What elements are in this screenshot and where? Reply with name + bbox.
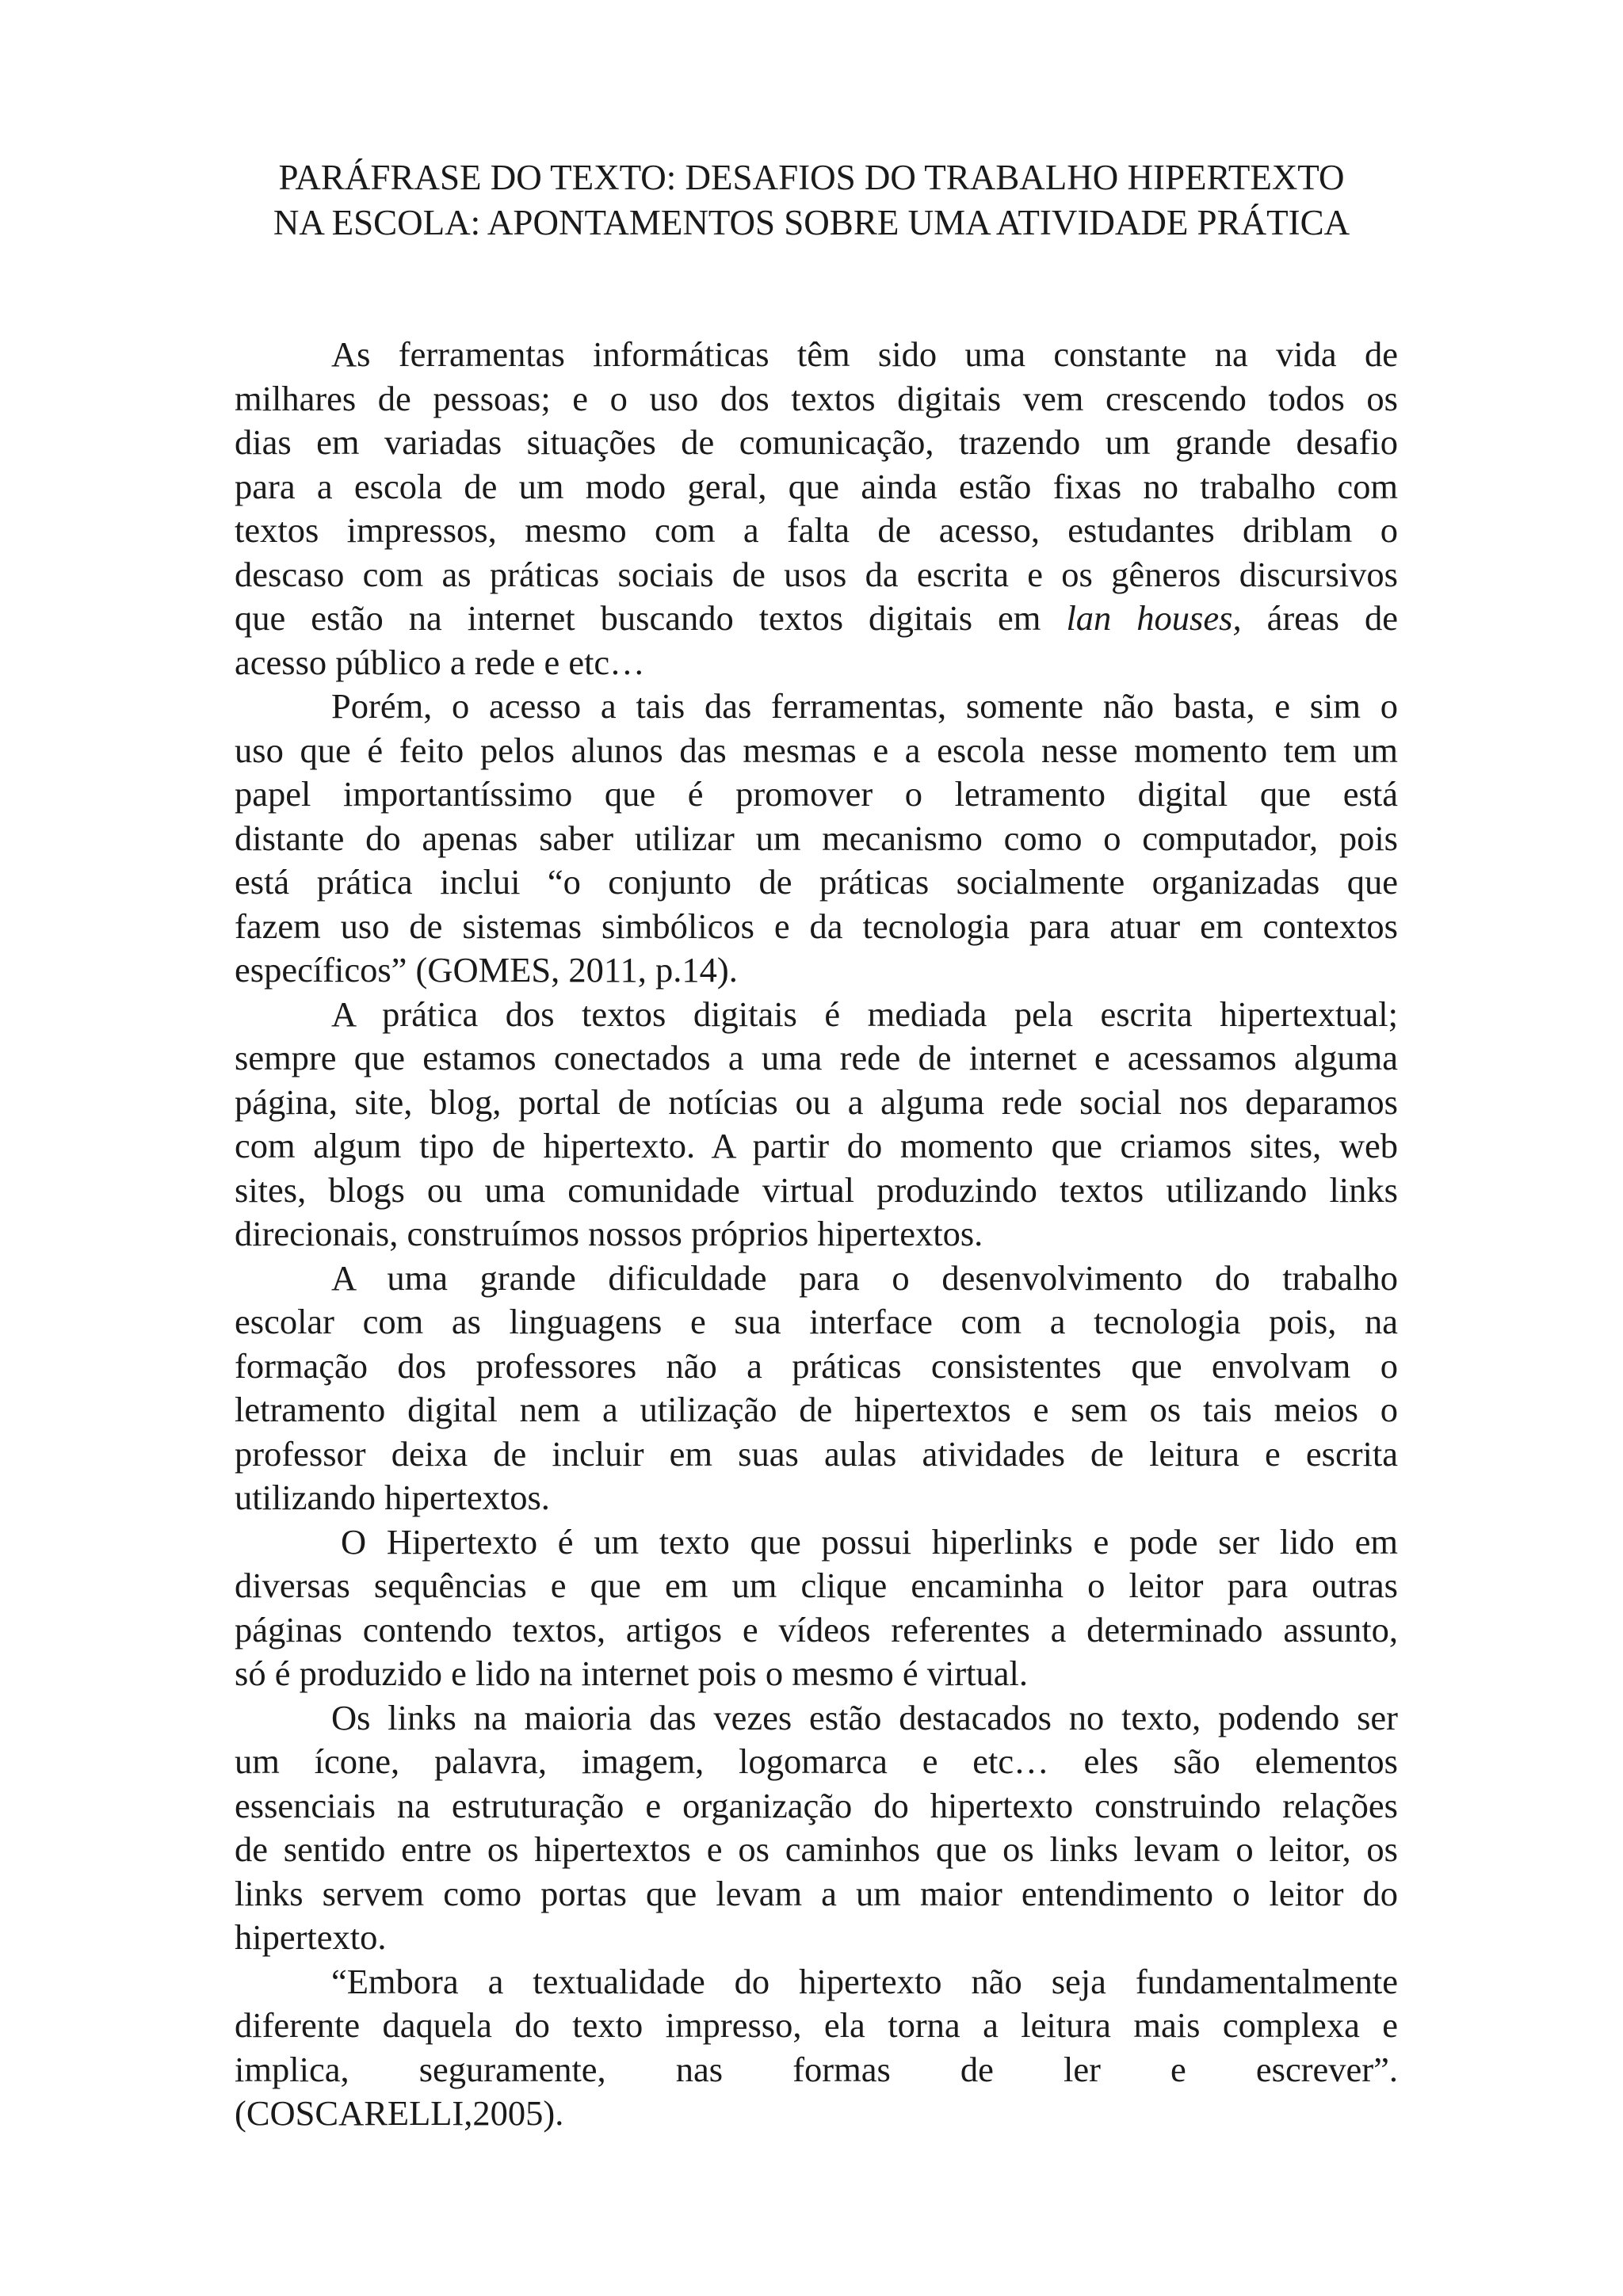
text-line: textos impressos, mesmo com a falta de acesso, estudantes driblam o [235, 510, 1398, 550]
paragraph-4 [235, 1257, 1398, 1520]
text-line: páginas contendo textos, artigos e vídeos referentes a determinado assunto, [235, 1609, 1398, 1650]
paragraph-3 [235, 993, 1398, 1257]
text-line: implica, seguramente, nas formas de ler e escrever”. [235, 2049, 1398, 2089]
text-line: específicos” (GOMES, 2011, p.14). [235, 950, 738, 990]
text-line: para a escola de um modo geral, que ainda estão fixas no trabalho com [235, 466, 1398, 506]
text-line: papel importantíssimo que é promover o letramento digital que está [235, 774, 1398, 814]
text-segment: áreas de [1266, 598, 1398, 638]
text-line: utilizando hipertextos. [235, 1478, 550, 1517]
paragraph-7-quote [235, 1960, 1398, 2136]
paragraph-6 [235, 1696, 1398, 1960]
text-line: hipertexto. [235, 1917, 387, 1957]
text-line: fazem uso de sistemas simbólicos e da tecnologia para atuar em contextos [235, 906, 1398, 946]
text-line: página, site, blog, portal de notícias ou a alguma rede social nos deparamos [235, 1081, 1398, 1122]
text-line: uso que é feito pelos alunos das mesmas e a escola nesse momento tem um [235, 730, 1398, 770]
text-line: Os links na maioria das vezes estão destacados no texto, podendo ser [331, 1697, 1398, 1737]
page-title [143, 155, 1480, 246]
text-line: dias em variadas situações de comunicação, trazendo um grande desafio [235, 422, 1398, 462]
text-line: um ícone, palavra, imagem, logomarca e etc… eles são elementos [235, 1741, 1398, 1781]
text-line: diversas sequências e que em um clique encaminha o leitor para outras [235, 1566, 1398, 1605]
text-line: A prática dos textos digitais é mediada pela escrita hipertextual; [331, 994, 1398, 1034]
text-line: escolar com as linguagens e sua interface com a tecnologia pois, na [235, 1302, 1398, 1341]
text-line: Porém, o acesso a tais das ferramentas, somente não basta, e sim o [331, 686, 1398, 726]
text-line: descaso com as práticas sociais de usos da escrita e os gêneros discursivos [235, 554, 1398, 594]
text-segment: que estão na internet buscando textos digitais em [235, 598, 1041, 638]
italic-term: lan houses, [1066, 598, 1242, 638]
text-line-mixed [235, 597, 1398, 641]
text-line: diferente daquela do texto impresso, ela torna a leitura mais complexa e [235, 2005, 1398, 2045]
text-line: sempre que estamos conectados a uma rede de internet e acessamos alguma [235, 1038, 1398, 1077]
text-line: de sentido entre os hipertextos e os caminhos que os links levam o leitor, os [235, 1829, 1398, 1869]
text-line: só é produzido e lido na internet pois o mesmo é virtual. [235, 1653, 1029, 1693]
title-line-2: NA ESCOLA: APONTAMENTOS SOBRE UMA ATIVIDADE PRÁTICA [273, 203, 1350, 242]
text-line: direcionais, construímos nossos próprios hipertextos. [235, 1214, 983, 1253]
text-line: links servem como portas que levam a um maior entendimento o leitor do [235, 1873, 1398, 1913]
title-line-1: PARÁFRASE DO TEXTO: DESAFIOS DO TRABALHO HIPERTEXTO [278, 158, 1345, 197]
text-line: sites, blogs ou uma comunidade virtual produzindo textos utilizando links [235, 1169, 1398, 1210]
text-line: acesso público a rede e etc… [235, 642, 645, 682]
text-line: O Hipertexto é um texto que possui hiperlinks e pode ser lido em [341, 1521, 1398, 1562]
text-line: com algum tipo de hipertexto. A partir do momento que criamos sites, web [235, 1126, 1398, 1165]
text-line: milhares de pessoas; e o uso dos textos digitais vem crescendo todos os [235, 378, 1398, 418]
text-line: distante do apenas saber utilizar um mecanismo como o computador, pois [235, 818, 1398, 858]
text-line: essenciais na estruturação e organização do hipertexto construindo relações [235, 1785, 1398, 1825]
paragraph-2 [235, 685, 1398, 993]
text-line: A uma grande dificuldade para o desenvolvimento do trabalho [331, 1257, 1398, 1298]
paragraph-1 [235, 333, 1398, 685]
text-line: professor deixa de incluir em suas aulas atividades de leitura e escrita [235, 1433, 1398, 1474]
citation: (COSCARELLI,2005). [235, 2093, 564, 2133]
text-line: está prática inclui “o conjunto de práticas socialmente organizadas que [235, 862, 1398, 902]
text-line: As ferramentas informáticas têm sido uma constante na vida de [331, 334, 1398, 374]
document-body [235, 333, 1398, 2136]
text-line: “Embora a textualidade do hipertexto não seja fundamentalmente [331, 1961, 1398, 2001]
text-line: formação dos professores não a práticas consistentes que envolvam o [235, 1345, 1398, 1386]
paragraph-5 [235, 1520, 1398, 1696]
text-line: letramento digital nem a utilização de hipertextos e sem os tais meios o [235, 1390, 1398, 1429]
